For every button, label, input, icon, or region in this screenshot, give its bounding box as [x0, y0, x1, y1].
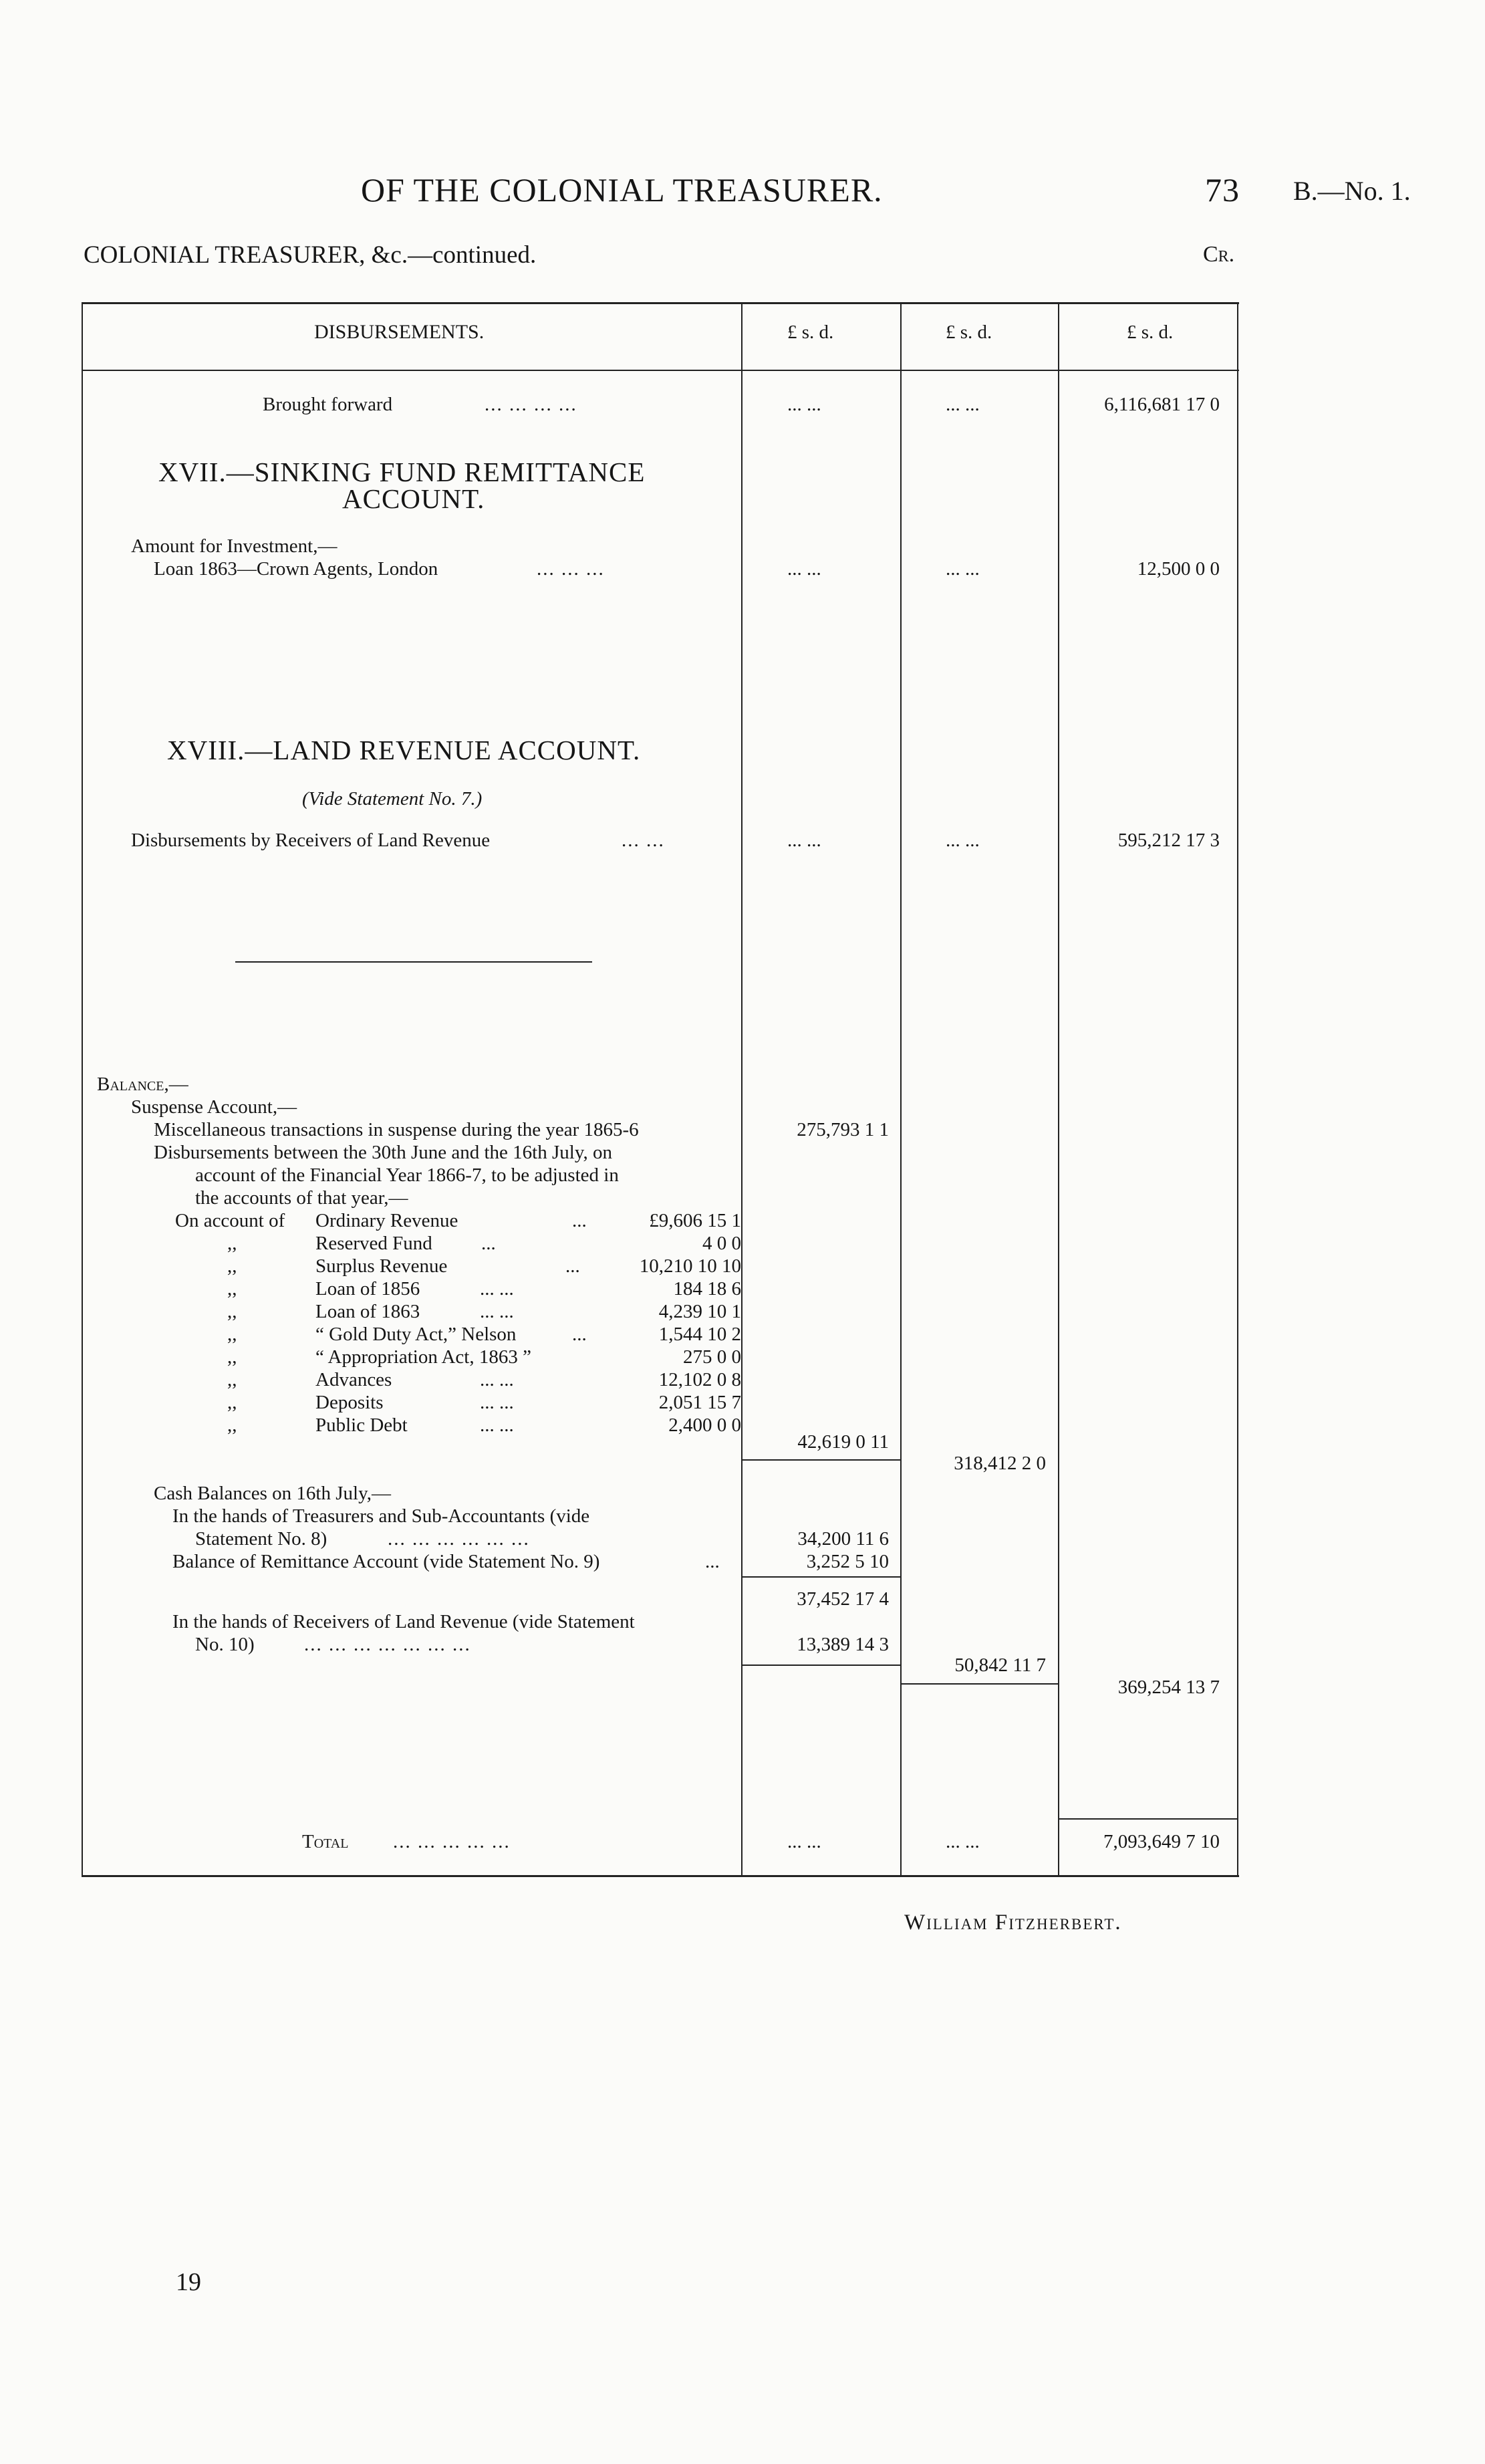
cell-empty: ... ...: [946, 394, 980, 415]
table-right-border: [1237, 302, 1238, 1875]
line-text: Balance of Remittance Account (vide Statement No. 9): [172, 1551, 600, 1572]
ditto-mark: ,,: [227, 1278, 237, 1300]
leader-dots: ... ... ... ... ...: [393, 1831, 511, 1852]
leader-dots: ...: [565, 1255, 580, 1277]
table-bottom-rule: [82, 1875, 1239, 1877]
line-text: Cash Balances on 16th July,—: [154, 1483, 391, 1504]
list-item-amount: 2,400 0 0: [668, 1414, 741, 1436]
suspense-account-total: 318,412 2 0: [954, 1453, 1046, 1474]
total-rule: [1058, 1818, 1237, 1820]
line-text: In the hands of Receivers of Land Revenue (vide Statement: [172, 1611, 635, 1632]
total-label: Total: [302, 1831, 349, 1852]
section-divider: [235, 961, 592, 963]
ditto-mark: ,,: [227, 1392, 237, 1413]
leader-dots: ... ... ... ...: [485, 394, 577, 415]
leader-dots: ... ...: [480, 1301, 514, 1322]
list-item-amount: 275 0 0: [683, 1346, 741, 1368]
line-text: Miscellaneous transactions in suspense during the year 1865-6: [154, 1119, 639, 1140]
list-item: “ Gold Duty Act,” Nelson: [315, 1324, 517, 1345]
leader-dots: ... ... ... ... ... ... ...: [304, 1634, 471, 1655]
list-item: Loan of 1863: [315, 1301, 420, 1322]
leader-dots: ...: [572, 1210, 587, 1231]
misc-suspense-amount: 275,793 1 1: [797, 1119, 889, 1140]
cell-empty: ... ...: [787, 1831, 821, 1852]
ditto-mark: ,,: [227, 1324, 237, 1345]
leader-dots: ... ...: [622, 830, 665, 851]
grand-total-amount: 7,093,649 7 10: [1103, 1831, 1220, 1852]
treasurers-amount: 34,200 11 6: [797, 1528, 889, 1550]
footer-page-number: 19: [176, 2268, 201, 2296]
list-item: Loan of 1856: [315, 1278, 420, 1300]
ditto-mark: ,,: [227, 1369, 237, 1390]
credit-side-label: Cr.: [1203, 242, 1235, 267]
list-item: “ Appropriation Act, 1863 ”: [315, 1346, 531, 1368]
line-text: Amount for Investment,—: [131, 535, 338, 557]
document-reference: B.—No. 1.: [1293, 176, 1411, 206]
leader-dots: ... ...: [480, 1414, 514, 1436]
balance-heading: Balance,—: [97, 1074, 188, 1095]
subtotal-rule: [741, 1576, 900, 1578]
ditto-mark: ,,: [227, 1301, 237, 1322]
line-text: Disbursements between the 30th June and the 16th July, on: [154, 1142, 612, 1163]
table-top-rule: [82, 302, 1239, 304]
subtotal-rule: [741, 1665, 900, 1666]
list-item: Ordinary Revenue: [315, 1210, 458, 1231]
section-heading: XVIII.—LAND REVENUE ACCOUNT.: [167, 735, 641, 765]
cell-empty: ... ...: [946, 558, 980, 580]
list-item: Public Debt: [315, 1414, 408, 1436]
ditto-mark: ,,: [227, 1414, 237, 1436]
list-item: Advances: [315, 1369, 392, 1390]
line-text: Suspense Account,—: [131, 1096, 297, 1118]
ditto-mark: ,,: [227, 1255, 237, 1277]
leader-dots: ...: [572, 1324, 587, 1345]
section-heading: XVII.—SINKING FUND REMITTANCE: [158, 457, 646, 487]
line-text: Disbursements by Receivers of Land Revenue: [131, 830, 491, 851]
column-divider: [900, 302, 902, 1875]
cash-subtotal: 37,452 17 4: [797, 1588, 889, 1610]
subtotal-rule: [900, 1683, 1058, 1685]
on-account-label: On account of: [175, 1210, 285, 1231]
cell-empty: ... ...: [787, 558, 821, 580]
leader-dots: ... ...: [480, 1369, 514, 1390]
brought-forward-label: Brought forward: [263, 394, 393, 415]
column-divider: [741, 302, 742, 1875]
list-item-amount: 184 18 6: [673, 1278, 741, 1300]
leader-dots: ... ... ...: [537, 558, 605, 580]
leader-dots: ... ...: [480, 1392, 514, 1413]
subtotal-rule: [741, 1459, 900, 1461]
list-item-amount: 12,102 0 8: [658, 1369, 741, 1390]
line-text: No. 10): [195, 1634, 255, 1655]
line-text: In the hands of Treasurers and Sub-Accountants (vide: [172, 1505, 590, 1527]
cash-balances-total: 50,842 11 7: [954, 1654, 1046, 1676]
list-item-amount: 10,210 10 10: [639, 1255, 741, 1277]
page-title: OF THE COLONIAL TREASURER.: [361, 171, 883, 209]
list-item-amount: 1,544 10 2: [658, 1324, 741, 1345]
leader-dots: ...: [705, 1551, 720, 1572]
balance-total: 369,254 13 7: [1117, 1677, 1220, 1698]
line-text: Loan 1863—Crown Agents, London: [154, 558, 438, 580]
list-item-amount: 4,239 10 1: [658, 1301, 741, 1322]
disbursements-column-header: DISBURSEMENTS.: [314, 321, 485, 343]
list-item-amount: £9,606 15 1: [649, 1210, 741, 1231]
currency-column-header: £ s. d.: [1127, 322, 1174, 343]
cell-empty: ... ...: [946, 1831, 980, 1852]
suspense-items-total: 42,619 0 11: [797, 1431, 889, 1453]
page-number: 73: [1205, 171, 1240, 209]
receivers-amount: 13,389 14 3: [797, 1634, 889, 1655]
table-header-rule: [82, 370, 1239, 371]
line-text: account of the Financial Year 1866-7, to be adjusted in: [195, 1164, 619, 1186]
ditto-mark: ,,: [227, 1346, 237, 1368]
remittance-amount: 3,252 5 10: [806, 1551, 889, 1572]
leader-dots: ... ... ... ... ... ...: [388, 1528, 530, 1550]
list-item: Reserved Fund: [315, 1233, 432, 1254]
line-text: Statement No. 8): [195, 1528, 327, 1550]
list-item: Surplus Revenue: [315, 1255, 448, 1277]
list-item-amount: 4 0 0: [702, 1233, 741, 1254]
land-revenue-amount: 595,212 17 3: [1117, 830, 1220, 851]
line-text: the accounts of that year,—: [195, 1187, 408, 1209]
sinking-fund-amount: 12,500 0 0: [1137, 558, 1220, 580]
leader-dots: ... ...: [480, 1278, 514, 1300]
column-divider: [1058, 302, 1059, 1875]
section-heading: ACCOUNT.: [342, 483, 485, 514]
cell-empty: ... ...: [787, 394, 821, 415]
page-subtitle: COLONIAL TREASURER, &c.—continued.: [84, 241, 537, 269]
cell-empty: ... ...: [787, 830, 821, 851]
signature: William Fitzherbert.: [904, 1911, 1122, 1935]
cell-empty: ... ...: [946, 830, 980, 851]
ditto-mark: ,,: [227, 1233, 237, 1254]
list-item: Deposits: [315, 1392, 384, 1413]
leader-dots: ...: [481, 1233, 496, 1254]
list-item-amount: 2,051 15 7: [658, 1392, 741, 1413]
currency-column-header: £ s. d.: [946, 322, 992, 343]
currency-column-header: £ s. d.: [787, 322, 834, 343]
brought-forward-amount: 6,116,681 17 0: [1104, 394, 1220, 415]
vide-reference: (Vide Statement No. 7.): [302, 788, 483, 810]
table-left-border: [82, 302, 83, 1875]
